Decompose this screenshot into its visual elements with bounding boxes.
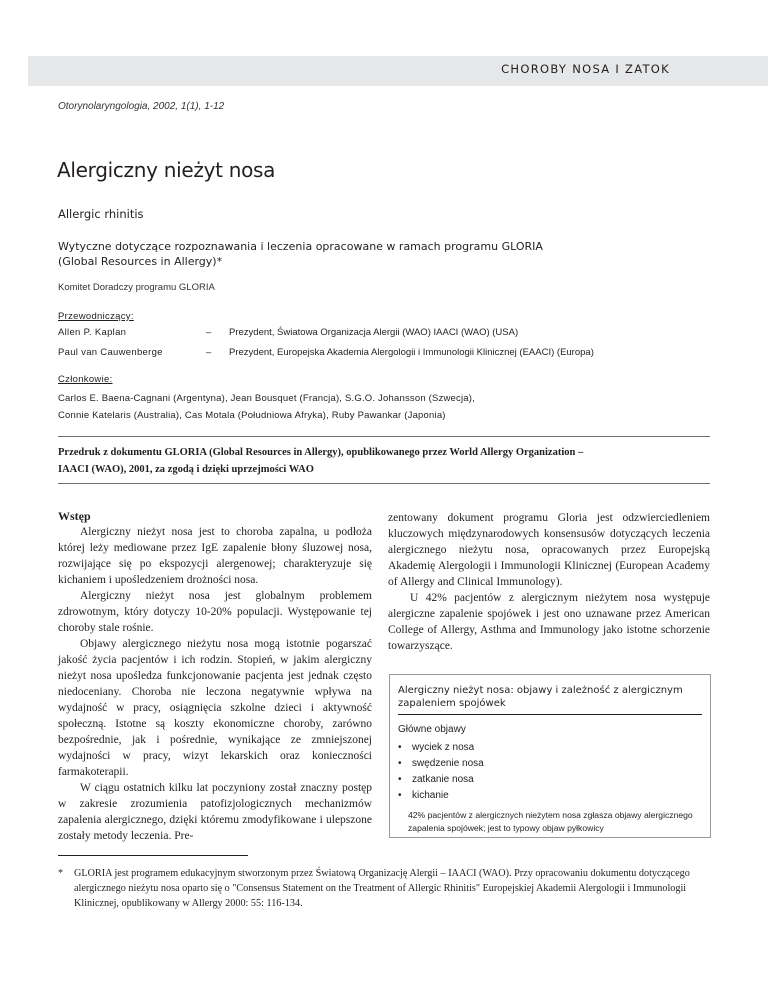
citation: Otorynolaryngologia, 2002, 1(1), 1-12	[58, 101, 225, 112]
divider-top	[58, 436, 710, 437]
committee-name: Komitet Doradczy programu GLORIA	[58, 282, 215, 293]
members-heading: Członkowie:	[58, 374, 113, 385]
symptoms-box	[389, 674, 711, 838]
english-title: Allergic rhinitis	[58, 207, 144, 221]
footnote-divider	[58, 855, 248, 856]
symptom-list	[398, 740, 484, 804]
symptom-item: • swędzenie nosa	[398, 756, 484, 772]
footnote	[58, 866, 718, 911]
footnote-text: GLORIA jest programem edukacyjnym stworzonym przez Światową Organizację Alergii – IAACI (WAO). Przy opracowaniu dokumentu dotyczącego alergicznego nieżytu nosa oparto się o "Consensus Statement on the Treatment of Allergic Rhinitis" Europejskiej Akademii Alergologii i Immunologii Klinicznej, opublikowany w Allergy 2000: 55: 116-134.	[74, 868, 690, 909]
symptom-item: • kichanie	[398, 788, 484, 804]
reprint-line-2: IAACI (WAO), 2001, za zgodą i dzięki uprzejmości WAO	[58, 464, 314, 475]
guidelines-line-1: Wytyczne dotyczące rozpoznawania i leczenia opracowane w ramach programu GLORIA	[58, 240, 543, 253]
reprint-line-1: Przedruk z dokumentu GLORIA (Global Resources in Allergy), opublikowanego przez World Allergy Organization –	[58, 447, 584, 458]
box-subheading: Główne objawy	[398, 724, 466, 735]
paragraph: U 42% pacjentów z alergicznym nieżytem nosa występuje alergiczne zapalenie spojówek i jest ono uznawane przez American College of Allergy, Asthma and Immunology jako istotne schorzenie towarzyszące.	[388, 592, 710, 652]
chair-name: Allen P. Kaplan	[58, 327, 127, 338]
guidelines-subtitle	[58, 239, 698, 269]
paragraph: Objawy alergicznego nieżytu nosa mogą istotnie pogarszać jakość życia pacjentów i ich rodzin. Stopień, w jakim alergiczny nieżyt nosa upośledza funkcjonowanie pacjenta jest jednak często niedoceniany. Choroba nie leczona negatywnie wpływa na wydajność w pracy, osiągnięcia szkolne dzieci i aktywność społeczną. Istotne są koszty ekonomiczne choroby, zarówno bezpośrednie, jak i pośrednie, wynikające ze zmniejszonej wydajności w pracy, wizyt lekarskich oraz konieczności farmakoterapii.	[58, 638, 372, 778]
chair-role: Prezydent, Europejska Akademia Alergologii i Immunologii Klinicznej (EAACI) (Europa)	[229, 347, 594, 358]
symptom-item: • wyciek z nosa	[398, 740, 484, 756]
members-list	[58, 390, 718, 424]
divider-bottom	[58, 483, 710, 484]
right-column	[388, 510, 710, 654]
section-label: CHOROBY NOSA I ZATOK	[501, 62, 670, 76]
chair-dash: –	[206, 327, 212, 338]
header-band	[28, 56, 768, 86]
reprint-notice	[58, 444, 718, 478]
chair-name: Paul van Cauwenberge	[58, 347, 163, 358]
guidelines-line-2: (Global Resources in Allergy)*	[58, 255, 223, 268]
paragraph: Alergiczny nieżyt nosa jest to choroba zapalna, u podłoża której leży mediowane przez IgE zapalenie błony śluzowej nosa, rozwijające się po ekspozycji alergenowej; charakteryzuje się kichaniem i upośledzeniem drożności nosa.	[58, 526, 372, 586]
members-line-2: Connie Katelaris (Australia), Cas Motala (Południowa Afryka), Ruby Pawankar (Japonia)	[58, 410, 446, 421]
members-line-1: Carlos E. Baena-Cagnani (Argentyna), Jean Bousquet (Francja), S.G.O. Johansson (Szwecja),	[58, 393, 475, 404]
left-column	[58, 508, 372, 844]
chair-role: Prezydent, Światowa Organizacja Alergii (WAO) IAACI (WAO) (USA)	[229, 327, 519, 338]
paragraph: W ciągu ostatnich kilku lat poczyniony został znaczny postęp w zakresie zrozumienia patofizjologicznych mechanizmów zapalenia alergicznego, dzięki któremu zmodyfikowane i ulepszone zostały metody leczenia. Pre-	[58, 782, 372, 842]
paragraph: Alergiczny nieżyt nosa jest globalnym problemem zdrowotnym, który dotyczy 10-20% populacji. Występowanie tej choroby stale rośnie.	[58, 590, 372, 634]
footnote-mark: *	[58, 868, 64, 879]
chair-dash: –	[206, 347, 212, 358]
article-title: Alergiczny nieżyt nosa	[57, 158, 276, 182]
paragraph: zentowany dokument programu Gloria jest odzwierciedleniem kluczowych międzynarodowych konsensusów dotyczących leczenia alergicznego nieżytu nosa, opracowanych przez Europejską Akademię Alergologii i Immunologii Klinicznej (European Academy of Allergy and Clinical Immunology).	[388, 512, 710, 588]
box-title: Alergiczny nieżyt nosa: objawy i zależność z alergicznym zapaleniem spojówek	[398, 685, 683, 709]
section-heading-intro: Wstęp	[58, 509, 91, 523]
chairs-heading: Przewodniczący:	[58, 311, 134, 322]
symptom-item: • zatkanie nosa	[398, 772, 484, 788]
box-divider	[398, 714, 702, 715]
box-note: 42% pacjentów z alergicznych nieżytem nosa zgłasza objawy alergicznego zapalenia spojówek; jest to typowy objaw pyłkowicy	[408, 810, 693, 833]
